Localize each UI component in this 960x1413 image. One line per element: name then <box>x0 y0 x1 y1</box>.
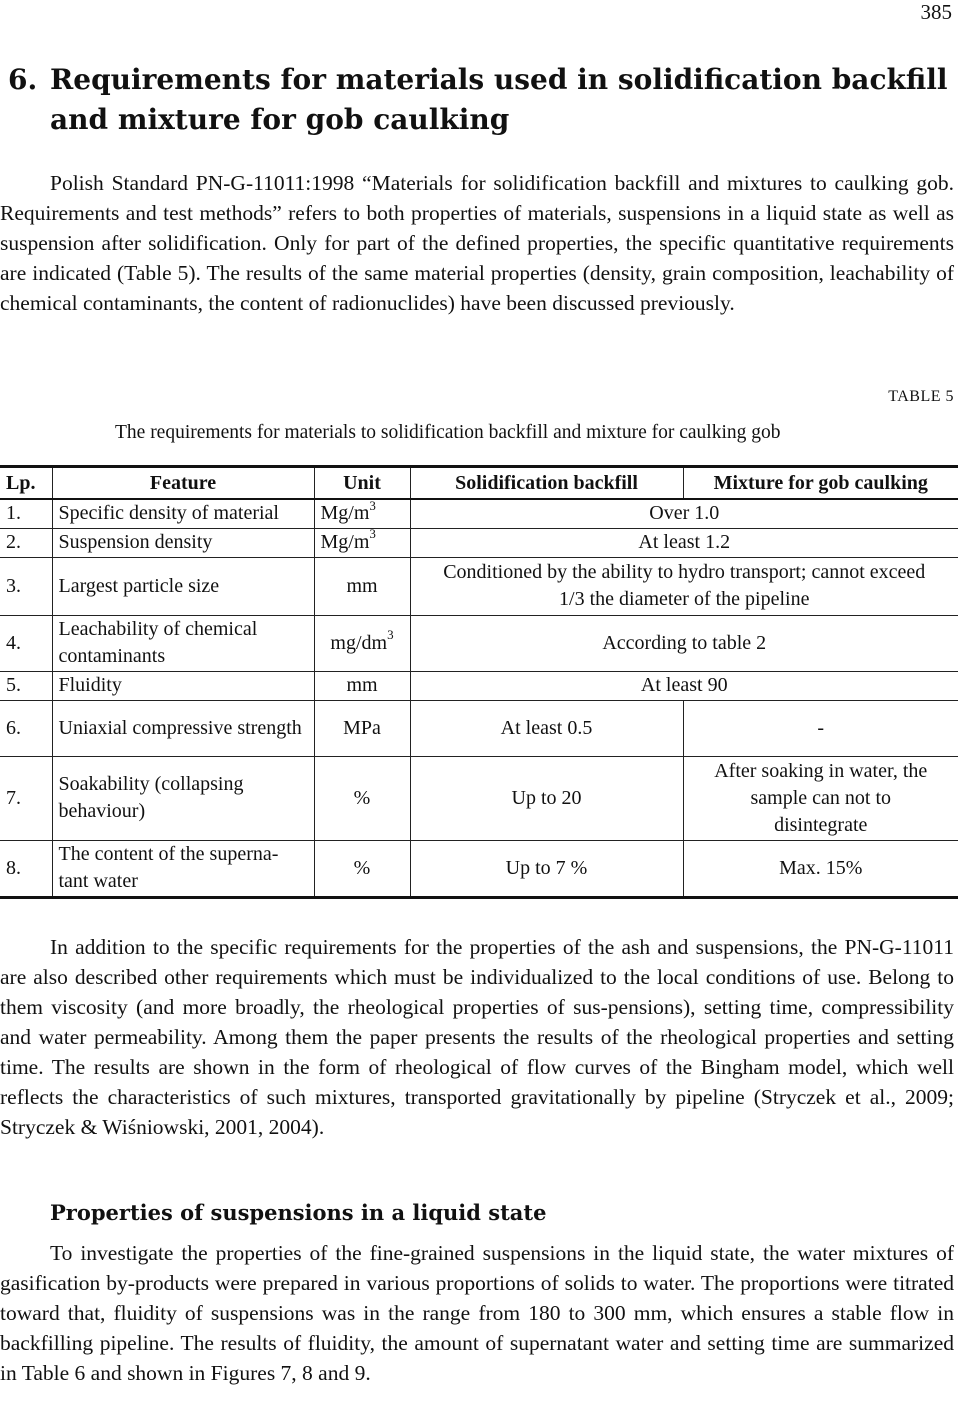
row-feature: Soakability (collapsing behaviour) <box>52 756 314 840</box>
section-title-line1: Requirements for materials used in solidification backfill <box>50 63 948 96</box>
row-value-gob: - <box>683 700 958 756</box>
table-row <box>0 615 958 671</box>
header-lp: Lp. <box>0 467 52 500</box>
subsection-heading: Properties of suspensions in a liquid state <box>50 1200 547 1225</box>
row-value-merged: At least 90 <box>410 671 958 700</box>
header-feature: Feature <box>52 467 314 500</box>
table-row <box>0 499 958 528</box>
table-row <box>0 528 958 557</box>
row-feature: The content of the superna-tant water <box>52 840 314 897</box>
row-lp: 2. <box>0 528 52 557</box>
row-value-gob: Max. 15% <box>683 840 958 897</box>
row-unit: % <box>314 840 410 897</box>
row-lp: 6. <box>0 700 52 756</box>
row-unit: mm <box>314 671 410 700</box>
table-row <box>0 700 958 756</box>
table-label: TABLE 5 <box>888 388 954 405</box>
row-unit: % <box>314 756 410 840</box>
section-title-line2: and mixture for gob caulking <box>50 103 510 136</box>
table-row <box>0 840 958 897</box>
table-row <box>0 557 958 615</box>
row-value-merged: At least 1.2 <box>410 528 958 557</box>
row-value-backfill: Up to 20 <box>410 756 683 840</box>
row-unit: $mg/dm^3$ <box>314 615 410 671</box>
row-feature: Leachability of chemical contaminants <box>52 615 314 671</box>
row-value-merged: According to table 2 <box>410 615 958 671</box>
page-number: 385 <box>920 0 952 24</box>
table-header-row <box>0 467 958 500</box>
header-unit: Unit <box>314 467 410 500</box>
row-lp: 7. <box>0 756 52 840</box>
section-number: 6. <box>8 63 38 96</box>
intro-paragraph: Polish Standard PN-G-11011:1998 “Materials for solidification backfill and mixtures to caulking gob. Requirements and test methods” refers to both properties of materials, suspensions in a liquid state as well as suspension after solidification. Only for part of the defined properties, the specific quantitative requirements are indicated (Table 5). The results of the same material properties (density, grain composition, leachability of chemical contaminants, the content of radionuclides) have been discussed previously. <box>0 171 954 315</box>
body-paragraph: In addition to the specific requirements for the properties of the ash and suspensions, the PN-G-11011 are also described other requirements which must be individualized to the local conditions of use. Belong to them viscosity (and more broadly, the rheological properties of sus-pensions), setting time, compressibility and water permeability. Among them the paper presents the results of the rheological properties and setting time. The results are shown in the form of rheological of flow curves of the Bingham model, which well reflects the characteristics of such mixtures, transported gravitationally by pipeline (Stryczek et al., 2009; Stryczek & Wiśniowski, 2001, 2004). <box>0 935 954 1139</box>
row-lp: 3. <box>0 557 52 615</box>
row-unit: $Mg/m^3$ <box>314 528 410 557</box>
requirements-table <box>0 465 958 899</box>
row-value-backfill: At least 0.5 <box>410 700 683 756</box>
row-value-merged: Over 1.0 <box>410 499 958 528</box>
row-value-backfill: Up to 7 % <box>410 840 683 897</box>
row-unit: mm <box>314 557 410 615</box>
row-lp: 8. <box>0 840 52 897</box>
row-lp: 5. <box>0 671 52 700</box>
row-lp: 1. <box>0 499 52 528</box>
header-solidification-backfill: Solidification backfill <box>410 467 683 500</box>
row-feature: Suspension density <box>52 528 314 557</box>
row-unit: MPa <box>314 700 410 756</box>
row-feature: Fluidity <box>52 671 314 700</box>
row-value-merged: Conditioned by the ability to hydro transport; cannot exceed 1/3 the diameter of the pipeline <box>410 557 958 615</box>
row-feature: Largest particle size <box>52 557 314 615</box>
row-unit: $Mg/m^3$ <box>314 499 410 528</box>
row-feature: Uniaxial compressive strength <box>52 700 314 756</box>
table-row <box>0 671 958 700</box>
section-heading <box>8 60 948 140</box>
table-row <box>0 756 958 840</box>
header-mixture-gob-caulking: Mixture for gob caulking <box>683 467 958 500</box>
row-feature: Specific density of material <box>52 499 314 528</box>
row-value-gob: After soaking in water, the sample can not to disintegrate <box>683 756 958 840</box>
row-lp: 4. <box>0 615 52 671</box>
table-caption: The requirements for materials to solidification backfill and mixture for caulking gob <box>115 422 781 443</box>
body-paragraph: To investigate the properties of the fine-grained suspensions in the liquid state, the water mixtures of gasification by-products were prepared in various proportions of solids to water. The proportions were titrated toward that, fluidity of suspensions was in the range from 180 to 300 mm, which ensures a stable flow in backfilling pipeline. The results of fluidity, the amount of supernatant water and setting time are summarized in Table 6 and shown in Figures 7, 8 and 9. <box>0 1241 954 1385</box>
